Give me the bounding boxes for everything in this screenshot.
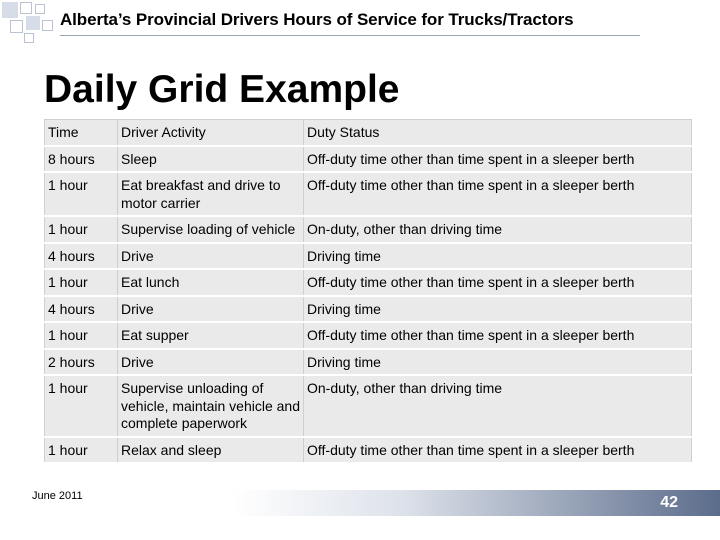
cell-activity: Relax and sleep: [118, 437, 304, 464]
cell-time: 1 hour: [45, 269, 118, 296]
decor-square: [26, 16, 40, 30]
cell-activity: Drive: [118, 349, 304, 376]
footer-bar: [233, 490, 720, 516]
header-title: Alberta’s Provincial Drivers Hours of Service for Trucks/Tractors: [60, 10, 574, 29]
cell-duty-status: Off-duty time other than time spent in a sleeper berth: [304, 269, 692, 296]
cell-activity: Drive: [118, 296, 304, 323]
table-row: [45, 243, 692, 270]
table-row: [45, 269, 692, 296]
table-header-row: [45, 120, 692, 146]
cell-duty-status: Driving time: [304, 243, 692, 270]
table-row: [45, 375, 692, 437]
table-row: [45, 216, 692, 243]
decor-square: [2, 2, 18, 18]
cell-activity: Supervise loading of vehicle: [118, 216, 304, 243]
column-header-activity: Driver Activity: [118, 120, 304, 146]
cell-activity: Eat supper: [118, 322, 304, 349]
table-row: [45, 349, 692, 376]
cell-activity: Supervise unloading of vehicle, maintain vehicle and complete paperwork: [118, 375, 304, 437]
cell-time: 1 hour: [45, 172, 118, 216]
cell-duty-status: Off-duty time other than time spent in a sleeper berth: [304, 437, 692, 464]
table-row: [45, 296, 692, 323]
cell-time: 8 hours: [45, 146, 118, 173]
decor-square: [10, 20, 23, 33]
footer-date: June 2011: [32, 490, 83, 502]
cell-activity: Drive: [118, 243, 304, 270]
cell-duty-status: Driving time: [304, 349, 692, 376]
table-row: [45, 437, 692, 464]
cell-time: 1 hour: [45, 375, 118, 437]
table-row: [45, 146, 692, 173]
cell-activity: Eat breakfast and drive to motor carrier: [118, 172, 304, 216]
column-header-duty-status: Duty Status: [304, 120, 692, 146]
cell-time: 1 hour: [45, 322, 118, 349]
cell-time: 1 hour: [45, 437, 118, 464]
page-number: 42: [660, 494, 678, 511]
decorative-squares: [0, 0, 60, 46]
column-header-time: Time: [45, 120, 118, 146]
cell-duty-status: Off-duty time other than time spent in a sleeper berth: [304, 172, 692, 216]
decor-square: [42, 20, 53, 31]
cell-duty-status: Off-duty time other than time spent in a sleeper berth: [304, 322, 692, 349]
cell-activity: Eat lunch: [118, 269, 304, 296]
decor-square: [24, 33, 34, 43]
cell-duty-status: On-duty, other than driving time: [304, 375, 692, 437]
decor-square: [35, 4, 45, 14]
decor-square: [20, 2, 32, 14]
header-divider: [60, 35, 640, 36]
table-row: [45, 322, 692, 349]
cell-duty-status: On-duty, other than driving time: [304, 216, 692, 243]
slide-title: Daily Grid Example: [44, 68, 400, 111]
cell-activity: Sleep: [118, 146, 304, 173]
cell-time: 4 hours: [45, 243, 118, 270]
cell-time: 2 hours: [45, 349, 118, 376]
cell-time: 4 hours: [45, 296, 118, 323]
daily-grid-table: [44, 119, 692, 464]
table-row: [45, 172, 692, 216]
cell-time: 1 hour: [45, 216, 118, 243]
cell-duty-status: Driving time: [304, 296, 692, 323]
cell-duty-status: Off-duty time other than time spent in a sleeper berth: [304, 146, 692, 173]
